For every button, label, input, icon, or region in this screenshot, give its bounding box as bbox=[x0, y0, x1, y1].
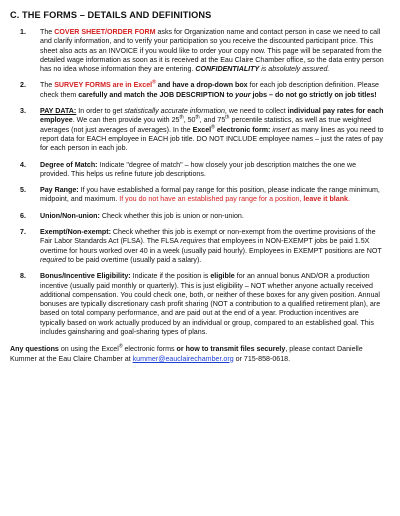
item-number: 3. bbox=[20, 107, 26, 116]
list-item-cover-sheet bbox=[10, 28, 390, 74]
text-run: or how to transmit files securely bbox=[176, 345, 286, 354]
text-run: requires bbox=[180, 237, 206, 246]
text-run: for an annual bonus AND/OR a production incentive (usually paid monthly or quarterly). This is just eligibility – NOT whether anyone actually received additional compensation. You could check one, both, or neither of these boxes for any given position. Annual bonuses are typically discretionary cash profit sharing (NOT a contribution to a qualified retirement plan), are based on total company performance, and are paid out at the end of a year. Production incentives are typically based on work actually produced by an individual or group, compared to an established goal. This includes gainsharing and goal-sharing types of plans. bbox=[40, 272, 381, 337]
term-label: Bonus/Incentive Eligibility: bbox=[40, 272, 131, 281]
text-run: is absolutely assured. bbox=[259, 65, 330, 74]
warning-text: If you do not have an established pay range for a position, bbox=[119, 195, 304, 204]
text-run: In order to get bbox=[76, 107, 125, 116]
text-run: and bbox=[107, 90, 124, 99]
text-run: percentile statistics, as well as true weighted averages (not just averages of averages). In the bbox=[40, 116, 372, 134]
text-run: and have a drop-down box bbox=[155, 81, 248, 90]
section-heading: C. THE FORMS – DETAILS AND DEFINITIONS bbox=[10, 10, 212, 20]
item-text bbox=[40, 212, 390, 221]
registered-mark: ® bbox=[118, 343, 123, 350]
text-run: match the JOB DESCRIPTION to bbox=[124, 90, 236, 99]
item-text bbox=[40, 107, 390, 153]
text-run: , 50 bbox=[183, 116, 196, 125]
term-label: Degree of Match: bbox=[40, 160, 98, 169]
ordinal-suffix: th bbox=[225, 115, 230, 122]
item-number: 6. bbox=[20, 211, 26, 220]
item-text bbox=[40, 228, 390, 265]
text-run: individual pay rates for each employee bbox=[40, 107, 384, 125]
text-run: on using the Excel bbox=[58, 345, 119, 354]
list-item-exempt bbox=[10, 228, 390, 265]
list-item-survey-forms bbox=[10, 81, 390, 100]
registered-mark: ® bbox=[211, 124, 215, 131]
list-item-bonus bbox=[10, 272, 390, 337]
item-number: 5. bbox=[20, 186, 26, 195]
text-run: SURVEY FORMS are in Excel bbox=[54, 81, 153, 90]
ordinal-suffix: th bbox=[179, 115, 184, 122]
term-label: Exempt/Non-exempt: bbox=[40, 228, 111, 237]
item-number: 4. bbox=[20, 160, 26, 169]
term-label: Pay Range: bbox=[40, 186, 79, 195]
text-run: electronic forms bbox=[122, 345, 177, 354]
item-text bbox=[40, 186, 390, 205]
term-label: Union/Non-union: bbox=[40, 211, 100, 220]
contact-footer bbox=[10, 345, 390, 364]
text-run: statistically accurate information bbox=[124, 107, 225, 116]
text-run: The bbox=[40, 81, 55, 90]
ordinal-suffix: th bbox=[195, 115, 200, 122]
text-run: insert bbox=[272, 125, 290, 134]
text-run: Check whether this job is exempt or non-exempt from the overtime provisions of the Fair Labor Standards Act (FLSA). The FLSA bbox=[40, 228, 376, 246]
text-run: eligible bbox=[210, 272, 235, 281]
item-text bbox=[40, 28, 390, 74]
text-run: , and 75 bbox=[199, 116, 226, 125]
list-item-degree-of-match bbox=[10, 161, 390, 180]
text-run: carefully bbox=[78, 90, 108, 99]
item-number: 1. bbox=[20, 28, 26, 36]
item-number: 8. bbox=[20, 272, 26, 281]
text-run: Any questions bbox=[10, 345, 59, 354]
text-run: for each job description definition. Please check them bbox=[40, 81, 379, 99]
item-text bbox=[40, 161, 390, 180]
text-run: Indicate if the position is bbox=[130, 272, 211, 281]
survey-forms-term bbox=[54, 81, 156, 89]
text-run: Indicate "degree of match" – how closely your job description matches the one we provided. This helps us refine future job descriptions. bbox=[40, 160, 357, 178]
warning-text: leave it blank bbox=[303, 195, 348, 204]
term-label: PAY DATA: bbox=[40, 107, 77, 116]
text-run: . We can then provide you with 25 bbox=[72, 116, 180, 125]
item-number: 7. bbox=[20, 228, 26, 237]
text-run: that employees in NON-EXEMPT jobs be paid 1.5X overtime for hours worked over 40 in a week (usually paid hourly). Employees in EXEMPT positions are NOT bbox=[40, 237, 382, 255]
registered-mark: ® bbox=[152, 80, 156, 87]
email-link[interactable]: kummer@eauclairechamber.org bbox=[132, 354, 234, 363]
text-run: to be paid overtime (usually paid a salary). bbox=[66, 255, 202, 264]
confidentiality-term: CONFIDENTIALITY bbox=[195, 65, 260, 74]
list-item-union bbox=[10, 212, 390, 221]
item-text bbox=[40, 81, 390, 100]
text-run: or 715-858-0618. bbox=[233, 354, 291, 363]
text-run: asks for Organization name and contact person in case we need to call and clarify information, and to verify your participation so you receive the discounted participant price. This sheet also acts as an INVOICE if you would like to order your copy now. This page will be separated from the detailed wage information as soon as it is received at the Eau Claire Chamber office, so the data entry person has no idea whose information they are entering. bbox=[40, 28, 384, 74]
text-run: , we need to collect bbox=[224, 107, 288, 116]
text-run: your bbox=[235, 90, 251, 99]
list-item-pay-data bbox=[10, 107, 390, 153]
text-run: If you have established a formal pay range for this position, please indicate the range minimum, midpoint, and maximum. bbox=[40, 186, 380, 204]
text-run: electronic form: bbox=[214, 125, 273, 134]
list-item-pay-range bbox=[10, 186, 390, 205]
text-run: Excel bbox=[192, 125, 212, 134]
warning-text: . bbox=[347, 195, 350, 204]
text-run: The bbox=[40, 28, 55, 36]
text-run: Check whether this job is union or non-union. bbox=[99, 211, 244, 220]
item-text bbox=[40, 272, 390, 337]
item-number: 2. bbox=[20, 81, 26, 90]
text-run: as many lines as you need to report data for EACH employee in EACH job title. DO NOT INCLUDE employee names – just the rates of pay for each person in each job. bbox=[40, 125, 384, 153]
text-run: jobs – do not go strictly on job titles! bbox=[250, 90, 377, 99]
text-run: , please contact Danielle Kummer at the Eau Claire Chamber at bbox=[10, 345, 363, 363]
text-run: required bbox=[40, 255, 67, 264]
cover-sheet-term: COVER SHEET/ORDER FORM bbox=[54, 28, 156, 36]
